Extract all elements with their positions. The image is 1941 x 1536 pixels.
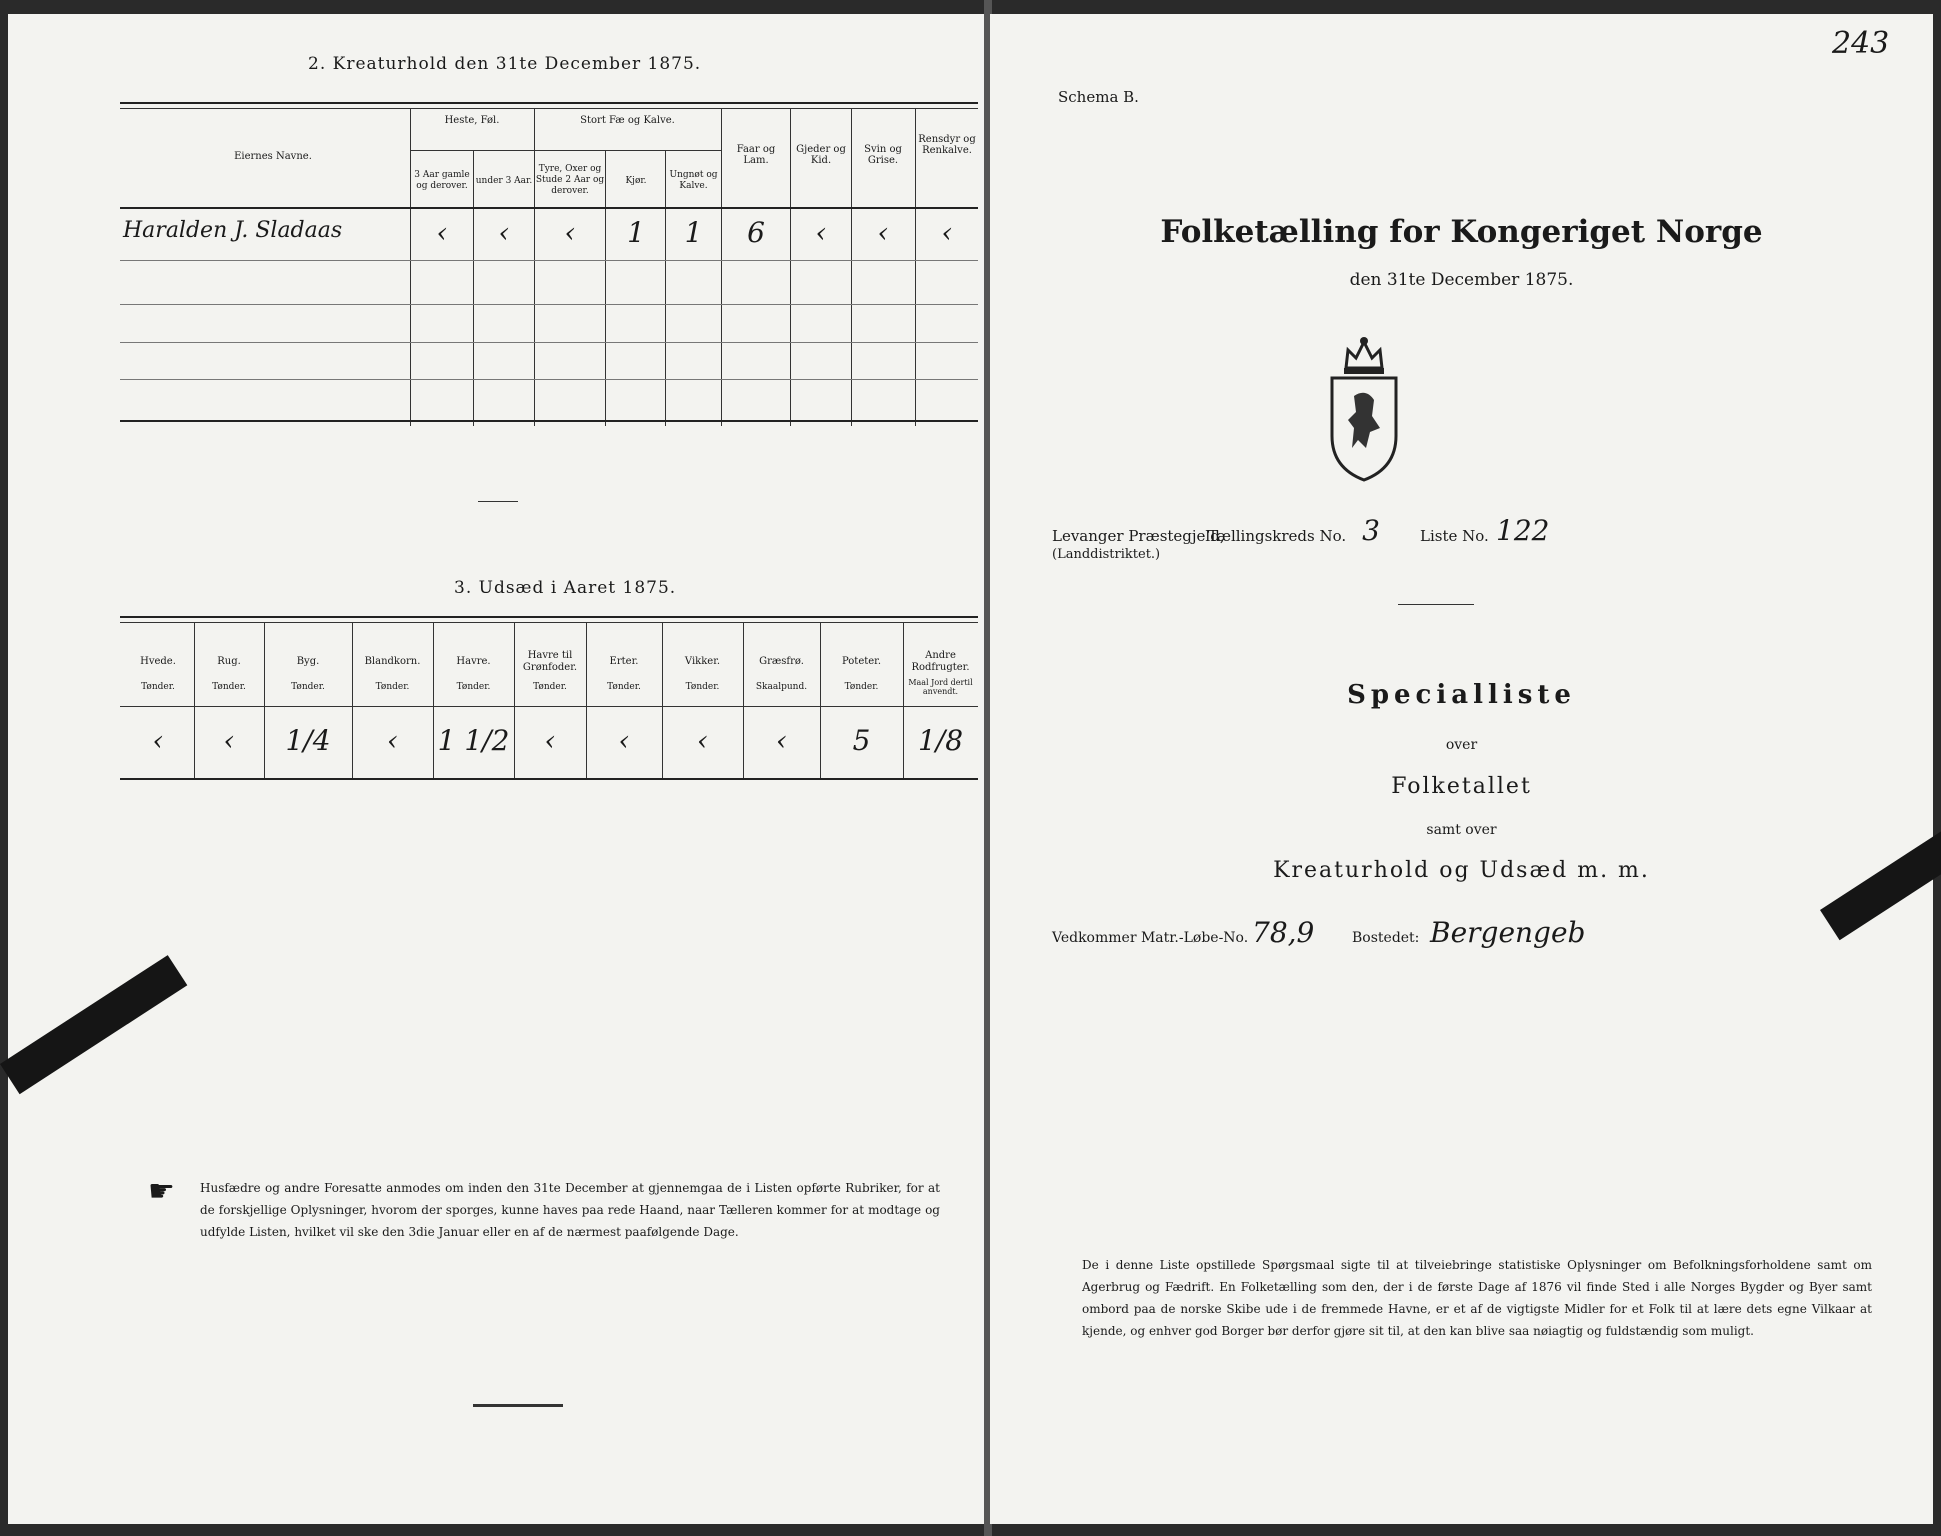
- sowing-col-vikker: Vikker.: [684, 656, 721, 667]
- sowing-unit: Tønder.: [533, 682, 567, 692]
- sowing-cell: 1/4: [285, 724, 331, 757]
- footer-text: De i denne Liste opstillede Spørgsmaal sigte til at tilveiebringe statistiske Oplysninger om Befolkningsforholdene samt om Agerbrug og Fædrift. En Folketælling som den, der i de første Dage af 1876 vil finde Sted i alle Norges Bygder og Byer samt ombord paa de norske Skibe ude i de fremmede Havne, er et af de vigtigste Midler for et Folk til at lære dets egne Vilkaar at kjende, og enhver god Borger bør derfor gjøre sit til, at den kan blive saa nøiagtig og fuldstændig som muligt.: [1082, 1258, 1872, 1338]
- sowing-cell: 1/8: [917, 724, 964, 757]
- sowing-unit: Tønder.: [291, 682, 325, 692]
- district-prefix: Levanger Præstegjeld,: [1052, 527, 1225, 545]
- liste-label: Liste No.: [1420, 527, 1489, 545]
- schema-label: Schema B.: [1058, 88, 1139, 106]
- liste-value: 122: [1496, 514, 1550, 547]
- sowing-col-blandkorn: Blandkorn.: [364, 656, 421, 667]
- page-number: 243: [1832, 26, 1890, 61]
- sowing-unit: Tønder.: [685, 682, 720, 692]
- col-bulls: Tyre, Oxer og Stude 2 Aar og derover.: [535, 164, 605, 196]
- sowing-unit: Tønder.: [212, 682, 246, 692]
- livestock-cell: 1: [684, 216, 703, 249]
- col-horse-old: 3 Aar gamle og derover.: [414, 170, 470, 191]
- sowing-col-gronfoder: Havre til Grønfoder.: [522, 650, 578, 673]
- col-horse-young: under 3 Aar.: [475, 176, 533, 186]
- bosted-value: Bergengeb: [1430, 916, 1586, 949]
- sowing-col-graesfro: Græsfrø.: [759, 656, 804, 667]
- col-pigs: Svin og Grise.: [864, 144, 902, 166]
- title-date: den 31te December 1875.: [1349, 270, 1574, 290]
- sowing-unit: Tønder.: [456, 682, 491, 692]
- livestock-cell: ‹: [436, 216, 448, 249]
- over-text: over: [1445, 737, 1478, 753]
- coat-of-arms-icon: [1326, 336, 1402, 482]
- livestock-cell: 6: [747, 216, 765, 249]
- district-sub: (Landdistriktet.): [1052, 547, 1161, 562]
- left-page: [8, 14, 986, 1524]
- sowing-unit: Tønder.: [607, 682, 641, 692]
- kreds-label: Tællingskreds No.: [1208, 527, 1347, 545]
- livestock-cell: 1: [627, 216, 645, 249]
- livestock-cell: ‹: [941, 216, 953, 249]
- horse-group-header: Heste, Føl.: [444, 115, 500, 126]
- sowing-unit: Tønder.: [844, 682, 879, 692]
- col-cows: Kjør.: [625, 176, 647, 186]
- notice-text: Husfædre og andre Foresatte anmodes om inden den 31te December at gjennemgaa de i Listen opførte Rubriker, for at de forskjellige Oplysninger, hvorom der sporges, kunne haves paa rede Haand, naar Tælleren kommer for at modtage og udfylde Listen, hvilket vil ske den 3die Januar eller en af de nærmest paafølgende Dage.: [200, 1181, 940, 1239]
- sowing-col-byg: Byg.: [296, 656, 320, 667]
- sowing-cell: 1 1/2: [437, 724, 510, 757]
- col-young-cattle: Ungnøt og Kalve.: [669, 170, 718, 191]
- samt-over-text: samt over: [1426, 822, 1497, 838]
- sowing-cell: ‹: [152, 724, 164, 757]
- sowing-cell: ‹: [618, 724, 630, 757]
- col-reindeer: Rensdyr og Renkalve.: [918, 134, 976, 156]
- sowing-col-rug: Rug.: [217, 656, 241, 667]
- pointing-hand-icon: ☛: [148, 1174, 175, 1209]
- sowing-col-poteter: Poteter.: [841, 656, 882, 667]
- section2-title: 2. Kreaturhold den 31te December 1875.: [308, 54, 702, 74]
- main-title: Folketælling for Kongeriget Norge: [1160, 214, 1763, 250]
- sowing-col-havre: Havre.: [456, 656, 491, 667]
- livestock-cell: ‹: [815, 216, 827, 249]
- sowing-col-rodfrugter: Andre Rodfrugter.: [911, 650, 970, 673]
- col-goats: Gjeder og Kid.: [796, 144, 846, 166]
- sowing-unit: Maal Jord dertil anvendt.: [908, 678, 973, 696]
- right-page: [990, 14, 1933, 1524]
- sowing-unit: Tønder.: [375, 682, 410, 692]
- sowing-cell: ‹: [775, 724, 788, 757]
- sowing-col-erter: Erter.: [609, 656, 639, 667]
- sowing-unit: Skaalpund.: [755, 682, 808, 692]
- folketallet-text: Folketallet: [1391, 774, 1532, 799]
- kreatur-line: Kreaturhold og Udsæd m. m.: [1273, 858, 1650, 883]
- sowing-cell: ‹: [386, 724, 399, 757]
- sowing-cell: ‹: [544, 724, 556, 757]
- bosted-label: Bostedet:: [1352, 930, 1420, 946]
- livestock-cell: ‹: [498, 216, 510, 249]
- sowing-unit: Tønder.: [141, 682, 175, 692]
- livestock-cell: ‹: [877, 216, 889, 249]
- sowing-col-hvede: Hvede.: [140, 656, 176, 667]
- kreds-value: 3: [1362, 514, 1380, 547]
- sowing-cell: ‹: [696, 724, 709, 757]
- sowing-cell: 5: [852, 724, 871, 757]
- livestock-cell: ‹: [564, 216, 576, 249]
- owner-name: Haralden J. Sladaas: [123, 218, 343, 243]
- cattle-group-header: Stort Fæ og Kalve.: [580, 115, 675, 126]
- owner-header: Eiernes Navne.: [234, 151, 312, 162]
- matr-value: 78,9: [1252, 916, 1315, 949]
- special-title: Specialliste: [1347, 680, 1576, 710]
- matr-label: Vedkommer Matr.-Løbe-No.: [1052, 930, 1249, 946]
- col-sheep: Faar og Lam.: [736, 144, 776, 166]
- sowing-cell: ‹: [223, 724, 235, 757]
- section3-title: 3. Udsæd i Aaret 1875.: [454, 578, 677, 598]
